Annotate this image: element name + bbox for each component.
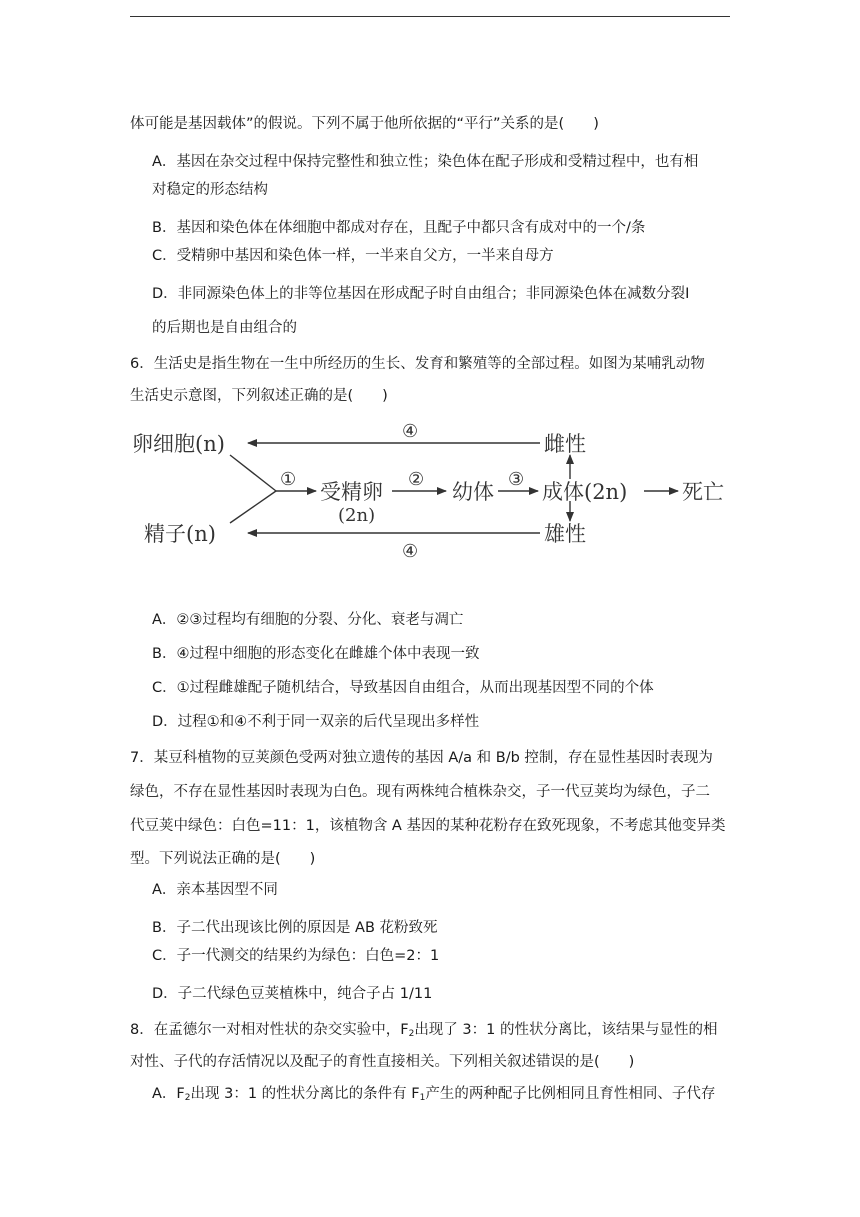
label-adult: 成体(2n) [542, 480, 628, 504]
label-zygote: 受精卵 [320, 480, 383, 504]
label-sperm: 精子(n) [144, 522, 216, 546]
q7-option-c: C．子一代测交的结果约为绿色：白色=2：1 [152, 948, 440, 964]
q6-stem-cont: 生活史示意图，下列叙述正确的是( ) [130, 388, 388, 404]
q5-option-d-cont: 的后期也是自由组合的 [152, 320, 297, 336]
line-sperm-to-junction [230, 491, 276, 523]
label-male: 雄性 [544, 522, 586, 546]
subscript: 1 [419, 1093, 426, 1103]
label-death: 死亡 [682, 480, 724, 504]
step-2-marker: ② [408, 469, 425, 490]
q5-stem: 体可能是基因载体”的假说。下列不属于他所依据的“平行”关系的是( ) [130, 116, 599, 132]
q7-option-d: D．子二代绿色豆荚植株中，纯合子占 1/11 [152, 986, 433, 1002]
label-female: 雌性 [544, 432, 586, 456]
q7-stem-cont-3: 型。下列说法正确的是( ) [130, 851, 316, 867]
step-1-marker: ① [280, 469, 297, 490]
q7-option-a: A．亲本基因型不同 [152, 882, 278, 898]
q6-option-d: D．过程①和④不利于同一双亲的后代呈现出多样性 [152, 714, 480, 730]
q5-option-d: D．非同源染色体上的非等位基因在形成配子时自由组合；非同源染色体在减数分裂Ⅰ [152, 286, 690, 302]
q7-option-b: B．子二代出现该比例的原因是 AB 花粉致死 [152, 920, 438, 936]
q5-option-c: C．受精卵中基因和染色体一样，一半来自父方，一半来自母方 [152, 248, 554, 264]
label-juvenile: 幼体 [452, 480, 494, 504]
q7-stem: 7．某豆科植物的豆荚颜色受两对独立遗传的基因 A/a 和 B/b 控制，存在显性基因时表现为 [130, 750, 713, 766]
q6-option-b: B．④过程中细胞的形态变化在雌雄个体中表现一致 [152, 646, 480, 662]
step-4-bottom-marker: ④ [402, 541, 419, 562]
q7-stem-cont-2: 代豆荚中绿色：白色=11：1，该植物含 A 基因的某种花粉存在致死现象，不考虑其他变异类 [130, 818, 726, 834]
q5-option-a-cont: 对稳定的形态结构 [152, 182, 268, 198]
q8-stem: 8．在孟德尔一对相对性状的杂交实验中，$F_2$出现了 3：1 的性状分离比，该结果与显性的相 [130, 1022, 718, 1039]
q6-option-c: C．①过程雌雄配子随机结合，导致基因自由组合，从而出现基因型不同的个体 [152, 680, 654, 696]
label-egg: 卵细胞(n) [132, 432, 225, 456]
q8-option-a: A．$F_2$出现 3：1 的性状分离比的条件有 $F_1$产生的两种配子比例相同且育性相同、子代存 [152, 1086, 716, 1103]
header-rule [130, 16, 730, 17]
q5-option-b: B．基因和染色体在体细胞中都成对存在，且配子中都只含有成对中的一个/条 [152, 220, 646, 236]
subscript: 2 [408, 1029, 415, 1039]
q7-stem-cont-1: 绿色，不存在显性基因时表现为白色。现有两株纯合植株杂交，子一代豆荚均为绿色，子二 [130, 784, 710, 800]
q6-stem: 6．生活史是指生物在一生中所经历的生长、发育和繁殖等的全部过程。如图为某哺乳动物 [130, 356, 705, 372]
life-cycle-diagram [130, 415, 740, 565]
step-3-marker: ③ [508, 469, 525, 490]
step-4-top-marker: ④ [402, 421, 419, 442]
line-egg-to-junction [230, 455, 276, 491]
q6-option-a: A．②③过程均有细胞的分裂、分化、衰老与凋亡 [152, 612, 464, 628]
q5-option-a: A．基因在杂交过程中保持完整性和独立性；染色体在配子形成和受精过程中，也有相 [152, 154, 699, 170]
label-zygote-ploidy: (2n) [338, 505, 376, 526]
subscript: 2 [184, 1093, 191, 1103]
q8-stem-cont: 对性、子代的存活情况以及配子的育性直接相关。下列相关叙述错误的是( ) [130, 1054, 635, 1070]
